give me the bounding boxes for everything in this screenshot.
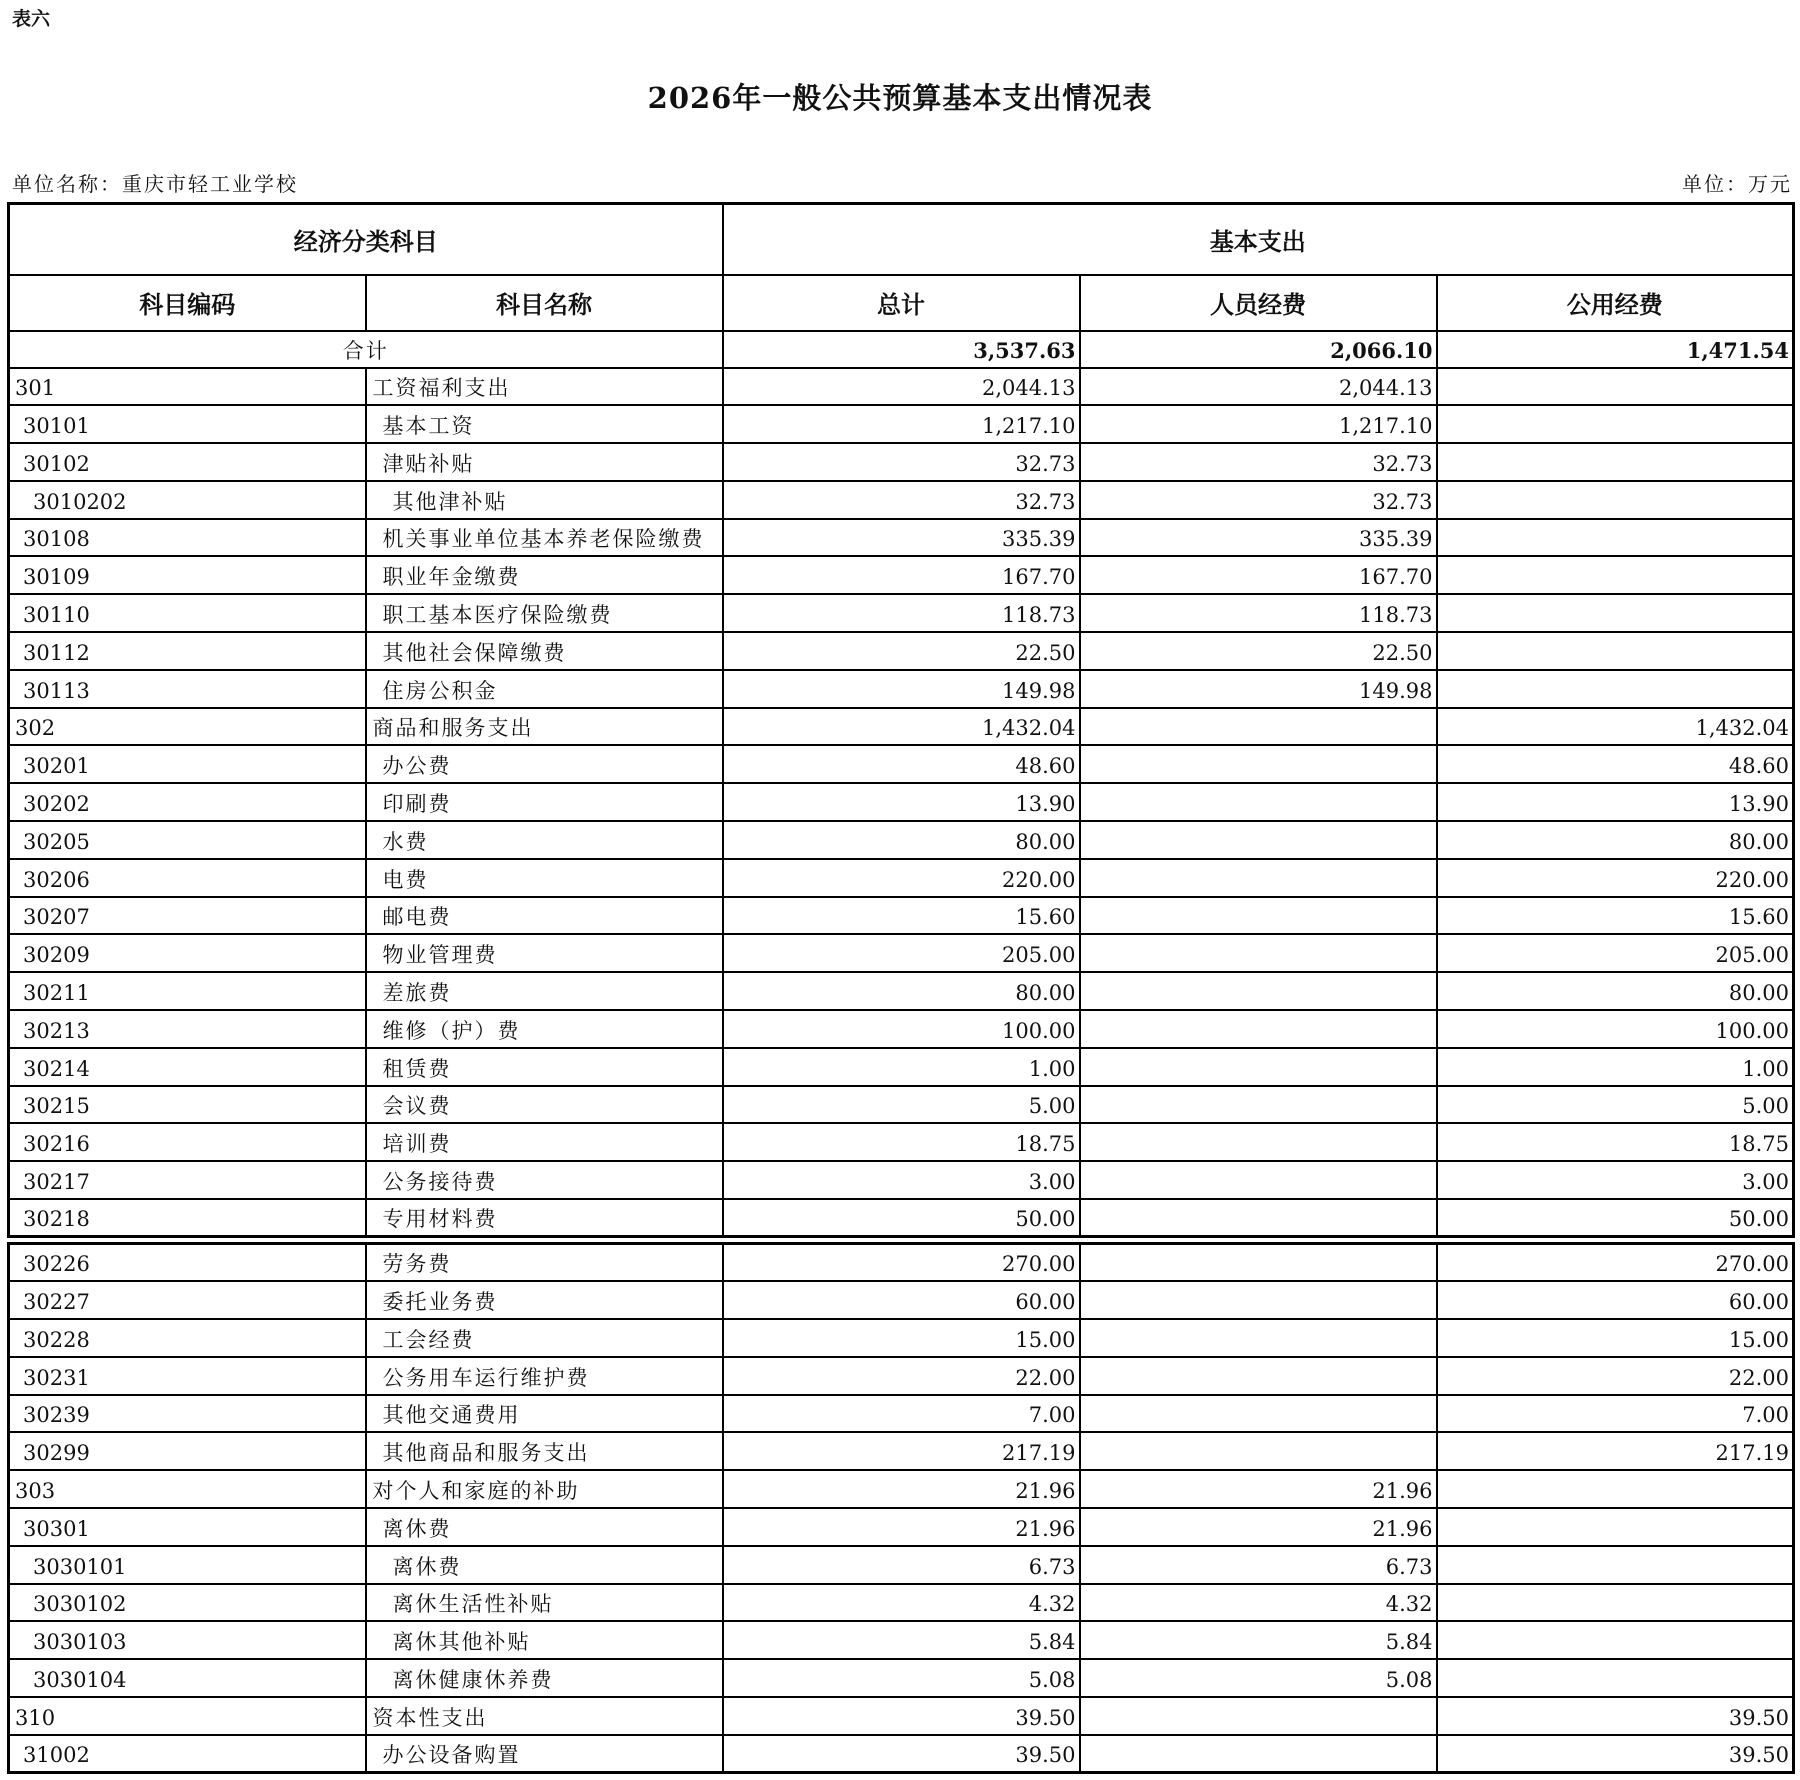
row-total: 217.19 <box>723 1432 1080 1470</box>
row-name: 维修（护）费 <box>366 1010 723 1048</box>
row-total: 39.50 <box>723 1735 1080 1773</box>
row-total: 5.84 <box>723 1621 1080 1659</box>
row-total: 167.70 <box>723 556 1080 594</box>
table-row <box>9 1244 1794 1282</box>
table-row <box>9 1432 1794 1470</box>
expenditure-table-top <box>7 202 1795 1238</box>
table-row <box>9 1086 1794 1124</box>
row-public: 39.50 <box>1437 1735 1794 1773</box>
row-name: 其他津补贴 <box>366 481 723 519</box>
row-total: 50.00 <box>723 1199 1080 1237</box>
row-total: 5.08 <box>723 1659 1080 1697</box>
row-public: 1.00 <box>1437 1048 1794 1086</box>
row-public: 7.00 <box>1437 1395 1794 1433</box>
table-row <box>9 1621 1794 1659</box>
row-name: 公务用车运行维护费 <box>366 1357 723 1395</box>
row-total: 32.73 <box>723 481 1080 519</box>
row-personnel <box>1080 972 1437 1010</box>
row-public <box>1437 519 1794 557</box>
row-code: 30218 <box>9 1199 366 1237</box>
row-code: 30207 <box>9 897 366 935</box>
row-public <box>1437 1584 1794 1622</box>
row-name: 印刷费 <box>366 783 723 821</box>
table-row <box>9 1584 1794 1622</box>
row-name: 工会经费 <box>366 1319 723 1357</box>
table-row <box>9 859 1794 897</box>
row-code: 30110 <box>9 594 366 632</box>
table-row <box>9 405 1794 443</box>
row-public: 5.00 <box>1437 1086 1794 1124</box>
row-name: 对个人和家庭的补助 <box>366 1470 723 1508</box>
row-code: 30205 <box>9 821 366 859</box>
row-name: 商品和服务支出 <box>366 708 723 746</box>
header-econ-class: 经济分类科目 <box>9 204 723 275</box>
row-total: 15.60 <box>723 897 1080 935</box>
row-personnel <box>1080 1395 1437 1433</box>
row-name: 离休健康休养费 <box>366 1659 723 1697</box>
row-personnel <box>1080 1199 1437 1237</box>
row-total: 48.60 <box>723 745 1080 783</box>
row-personnel <box>1080 1281 1437 1319</box>
row-total: 118.73 <box>723 594 1080 632</box>
table-row <box>9 1735 1794 1773</box>
row-total: 149.98 <box>723 670 1080 708</box>
table-row <box>9 897 1794 935</box>
total-public: 1,471.54 <box>1437 331 1794 368</box>
table-row <box>9 443 1794 481</box>
row-personnel <box>1080 1010 1437 1048</box>
table-row <box>9 594 1794 632</box>
total-sum: 3,537.63 <box>723 331 1080 368</box>
row-personnel: 32.73 <box>1080 481 1437 519</box>
total-label: 合计 <box>9 331 723 368</box>
row-public: 80.00 <box>1437 972 1794 1010</box>
row-public <box>1437 443 1794 481</box>
row-total: 1,432.04 <box>723 708 1080 746</box>
row-name: 专用材料费 <box>366 1199 723 1237</box>
table-row <box>9 1048 1794 1086</box>
row-personnel <box>1080 1244 1437 1282</box>
currency-unit-label: 单位：万元 <box>1682 172 1792 196</box>
row-name: 公务接待费 <box>366 1161 723 1199</box>
row-public <box>1437 1659 1794 1697</box>
row-public <box>1437 405 1794 443</box>
row-total: 15.00 <box>723 1319 1080 1357</box>
row-total: 21.96 <box>723 1508 1080 1546</box>
row-total: 39.50 <box>723 1697 1080 1735</box>
row-code: 30201 <box>9 745 366 783</box>
row-public: 1,432.04 <box>1437 708 1794 746</box>
row-public: 205.00 <box>1437 934 1794 972</box>
row-name: 离休其他补贴 <box>366 1621 723 1659</box>
row-public: 18.75 <box>1437 1123 1794 1161</box>
table-row <box>9 1010 1794 1048</box>
row-code: 30101 <box>9 405 366 443</box>
row-public: 48.60 <box>1437 745 1794 783</box>
row-name: 机关事业单位基本养老保险缴费 <box>366 519 723 557</box>
table-row <box>9 783 1794 821</box>
row-code: 3030102 <box>9 1584 366 1622</box>
row-code: 30102 <box>9 443 366 481</box>
row-total: 22.50 <box>723 632 1080 670</box>
row-code: 30113 <box>9 670 366 708</box>
row-total: 100.00 <box>723 1010 1080 1048</box>
row-public: 15.00 <box>1437 1319 1794 1357</box>
header-group-row <box>9 204 1794 275</box>
header-column-row <box>9 275 1794 331</box>
table-row <box>9 1123 1794 1161</box>
row-total: 21.96 <box>723 1470 1080 1508</box>
row-code: 30228 <box>9 1319 366 1357</box>
row-personnel: 22.50 <box>1080 632 1437 670</box>
row-personnel: 6.73 <box>1080 1546 1437 1584</box>
row-personnel <box>1080 1735 1437 1773</box>
row-public: 3.00 <box>1437 1161 1794 1199</box>
table-row <box>9 1199 1794 1237</box>
row-name: 培训费 <box>366 1123 723 1161</box>
header-code: 科目编码 <box>9 275 366 331</box>
row-personnel: 21.96 <box>1080 1508 1437 1546</box>
row-total: 4.32 <box>723 1584 1080 1622</box>
row-name: 职工基本医疗保险缴费 <box>366 594 723 632</box>
row-total: 13.90 <box>723 783 1080 821</box>
row-personnel <box>1080 859 1437 897</box>
table-row <box>9 745 1794 783</box>
page-title: 2026年一般公共预算基本支出情况表 <box>647 81 1153 115</box>
row-personnel: 118.73 <box>1080 594 1437 632</box>
row-personnel <box>1080 1123 1437 1161</box>
row-personnel: 5.84 <box>1080 1621 1437 1659</box>
row-public <box>1437 1621 1794 1659</box>
row-code: 30239 <box>9 1395 366 1433</box>
row-total: 5.00 <box>723 1086 1080 1124</box>
header-public: 公用经费 <box>1437 275 1794 331</box>
row-name: 其他商品和服务支出 <box>366 1432 723 1470</box>
expenditure-table-bottom <box>7 1242 1795 1774</box>
row-personnel <box>1080 897 1437 935</box>
row-public: 15.60 <box>1437 897 1794 935</box>
table-row <box>9 670 1794 708</box>
row-name: 工资福利支出 <box>366 368 723 406</box>
row-name: 基本工资 <box>366 405 723 443</box>
row-personnel: 4.32 <box>1080 1584 1437 1622</box>
header-total: 总计 <box>723 275 1080 331</box>
row-public: 80.00 <box>1437 821 1794 859</box>
row-personnel <box>1080 1357 1437 1395</box>
row-code: 30301 <box>9 1508 366 1546</box>
row-personnel <box>1080 1161 1437 1199</box>
table-row <box>9 708 1794 746</box>
row-name: 租赁费 <box>366 1048 723 1086</box>
table-row <box>9 1161 1794 1199</box>
row-personnel: 1,217.10 <box>1080 405 1437 443</box>
row-code: 30215 <box>9 1086 366 1124</box>
row-name: 差旅费 <box>366 972 723 1010</box>
row-code: 30231 <box>9 1357 366 1395</box>
table-row <box>9 368 1794 406</box>
table-row <box>9 481 1794 519</box>
row-public: 60.00 <box>1437 1281 1794 1319</box>
total-personnel: 2,066.10 <box>1080 331 1437 368</box>
row-public: 100.00 <box>1437 1010 1794 1048</box>
header-name: 科目名称 <box>366 275 723 331</box>
row-total: 220.00 <box>723 859 1080 897</box>
row-personnel <box>1080 1319 1437 1357</box>
table-row <box>9 1546 1794 1584</box>
row-code: 30214 <box>9 1048 366 1086</box>
row-personnel: 167.70 <box>1080 556 1437 594</box>
table-row <box>9 1281 1794 1319</box>
table-row <box>9 1319 1794 1357</box>
row-public: 270.00 <box>1437 1244 1794 1282</box>
row-total: 270.00 <box>723 1244 1080 1282</box>
row-total: 6.73 <box>723 1546 1080 1584</box>
row-personnel <box>1080 745 1437 783</box>
row-name: 津贴补贴 <box>366 443 723 481</box>
row-total: 60.00 <box>723 1281 1080 1319</box>
row-public <box>1437 368 1794 406</box>
unit-name-label: 单位名称：重庆市轻工业学校 <box>12 172 298 196</box>
row-code: 3030104 <box>9 1659 366 1697</box>
row-public: 50.00 <box>1437 1199 1794 1237</box>
row-code: 3030103 <box>9 1621 366 1659</box>
table-row <box>9 519 1794 557</box>
row-personnel: 335.39 <box>1080 519 1437 557</box>
row-name: 劳务费 <box>366 1244 723 1282</box>
header-personnel: 人员经费 <box>1080 275 1437 331</box>
row-public <box>1437 594 1794 632</box>
row-total: 1.00 <box>723 1048 1080 1086</box>
row-code: 301 <box>9 368 366 406</box>
row-public <box>1437 670 1794 708</box>
row-total: 22.00 <box>723 1357 1080 1395</box>
row-code: 3010202 <box>9 481 366 519</box>
table-row <box>9 1508 1794 1546</box>
row-code: 302 <box>9 708 366 746</box>
row-personnel <box>1080 934 1437 972</box>
row-personnel: 5.08 <box>1080 1659 1437 1697</box>
row-code: 30227 <box>9 1281 366 1319</box>
row-total: 18.75 <box>723 1123 1080 1161</box>
row-personnel: 32.73 <box>1080 443 1437 481</box>
row-name: 离休费 <box>366 1546 723 1584</box>
row-name: 办公设备购置 <box>366 1735 723 1773</box>
row-public <box>1437 481 1794 519</box>
table-number-label: 表六 <box>12 8 51 30</box>
row-name: 职业年金缴费 <box>366 556 723 594</box>
row-code: 30108 <box>9 519 366 557</box>
row-public: 217.19 <box>1437 1432 1794 1470</box>
row-code: 30202 <box>9 783 366 821</box>
row-name: 资本性支出 <box>366 1697 723 1735</box>
row-public <box>1437 632 1794 670</box>
table-row <box>9 556 1794 594</box>
row-personnel <box>1080 1697 1437 1735</box>
row-name: 住房公积金 <box>366 670 723 708</box>
table-row <box>9 1659 1794 1697</box>
row-name: 水费 <box>366 821 723 859</box>
row-total: 335.39 <box>723 519 1080 557</box>
row-code: 30216 <box>9 1123 366 1161</box>
row-code: 303 <box>9 1470 366 1508</box>
table-row <box>9 1357 1794 1395</box>
row-personnel: 2,044.13 <box>1080 368 1437 406</box>
row-total: 7.00 <box>723 1395 1080 1433</box>
row-code: 310 <box>9 1697 366 1735</box>
row-personnel <box>1080 821 1437 859</box>
row-public: 39.50 <box>1437 1697 1794 1735</box>
row-code: 30217 <box>9 1161 366 1199</box>
row-public: 220.00 <box>1437 859 1794 897</box>
row-name: 其他社会保障缴费 <box>366 632 723 670</box>
row-public <box>1437 556 1794 594</box>
row-personnel <box>1080 708 1437 746</box>
row-code: 3030101 <box>9 1546 366 1584</box>
table-row <box>9 1470 1794 1508</box>
row-name: 会议费 <box>366 1086 723 1124</box>
header-basic-expenditure: 基本支出 <box>723 204 1794 275</box>
row-name: 物业管理费 <box>366 934 723 972</box>
row-total: 80.00 <box>723 972 1080 1010</box>
row-personnel <box>1080 1432 1437 1470</box>
table-row <box>9 1395 1794 1433</box>
row-code: 30112 <box>9 632 366 670</box>
row-name: 离休费 <box>366 1508 723 1546</box>
row-personnel <box>1080 1048 1437 1086</box>
table-row <box>9 934 1794 972</box>
row-personnel: 21.96 <box>1080 1470 1437 1508</box>
row-code: 30206 <box>9 859 366 897</box>
table-row <box>9 821 1794 859</box>
row-name: 其他交通费用 <box>366 1395 723 1433</box>
row-public <box>1437 1508 1794 1546</box>
table-row <box>9 1697 1794 1735</box>
row-name: 委托业务费 <box>366 1281 723 1319</box>
row-total: 32.73 <box>723 443 1080 481</box>
row-public <box>1437 1546 1794 1584</box>
table-row <box>9 632 1794 670</box>
row-public: 13.90 <box>1437 783 1794 821</box>
row-code: 30209 <box>9 934 366 972</box>
row-total: 1,217.10 <box>723 405 1080 443</box>
row-personnel <box>1080 783 1437 821</box>
row-code: 31002 <box>9 1735 366 1773</box>
table-row <box>9 972 1794 1010</box>
row-total: 205.00 <box>723 934 1080 972</box>
row-total: 3.00 <box>723 1161 1080 1199</box>
row-code: 30226 <box>9 1244 366 1282</box>
row-name: 办公费 <box>366 745 723 783</box>
row-name: 邮电费 <box>366 897 723 935</box>
row-code: 30213 <box>9 1010 366 1048</box>
row-personnel: 149.98 <box>1080 670 1437 708</box>
row-name: 电费 <box>366 859 723 897</box>
row-code: 30109 <box>9 556 366 594</box>
row-code: 30299 <box>9 1432 366 1470</box>
row-total: 80.00 <box>723 821 1080 859</box>
row-code: 30211 <box>9 972 366 1010</box>
row-public: 22.00 <box>1437 1357 1794 1395</box>
row-total: 2,044.13 <box>723 368 1080 406</box>
row-name: 离休生活性补贴 <box>366 1584 723 1622</box>
row-personnel <box>1080 1086 1437 1124</box>
total-row <box>9 331 1794 368</box>
row-public <box>1437 1470 1794 1508</box>
